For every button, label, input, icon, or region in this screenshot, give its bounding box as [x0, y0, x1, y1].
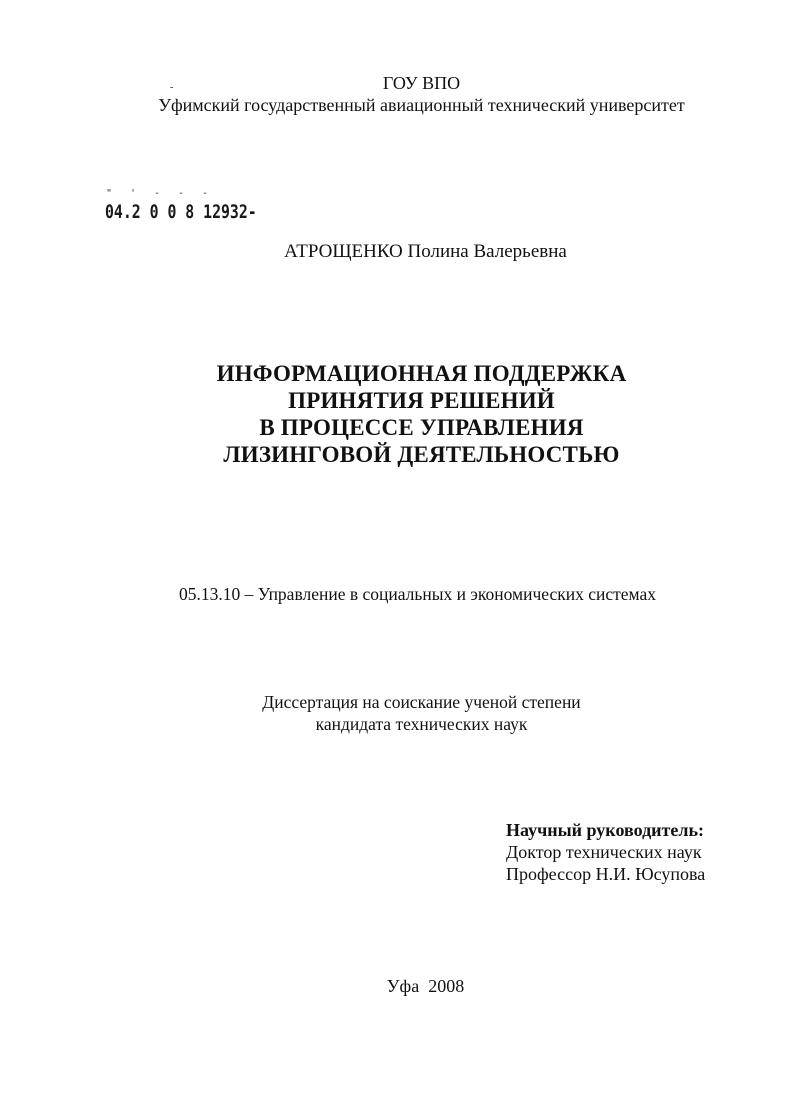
author-name: АТРОЩЕНКО Полина Валерьевна [284, 241, 567, 262]
thesis-title [26, 360, 791, 468]
library-stamp-code: 04.2 0 0 8 12932- [105, 201, 257, 223]
advisor-rank: Доктор технических наук [506, 842, 702, 862]
scan-mark: - [170, 82, 174, 93]
title-line-2: ПРИНЯТИЯ РЕШЕНИЙ [288, 388, 555, 413]
stamp-dots: " ' - - - [106, 188, 215, 199]
advisor-heading: Научный руководитель: [506, 820, 704, 840]
degree-line-1: Диссертация на соискание ученой степени [262, 692, 581, 712]
title-line-1: ИНФОРМАЦИОННАЯ ПОДДЕРЖКА [216, 361, 627, 386]
degree-line-2: кандидата технических наук [315, 714, 528, 734]
advisor-name: Профессор Н.И. Юсупова [506, 864, 706, 884]
university-name: Уфимский государственный авиационный технический университет [158, 95, 685, 115]
organization-abbreviation: ГОУ ВПО [382, 73, 461, 93]
title-line-3: В ПРОЦЕССЕ УПРАВЛЕНИЯ [259, 415, 584, 440]
specialty-code: 05.13.10 – Управление в социальных и экономических системах [178, 584, 657, 604]
city-year: Уфа 2008 [386, 976, 465, 996]
title-line-4: ЛИЗИНГОВОЙ ДЕЯТЕЛЬНОСТЬЮ [223, 442, 620, 467]
scientific-advisor [506, 819, 705, 885]
